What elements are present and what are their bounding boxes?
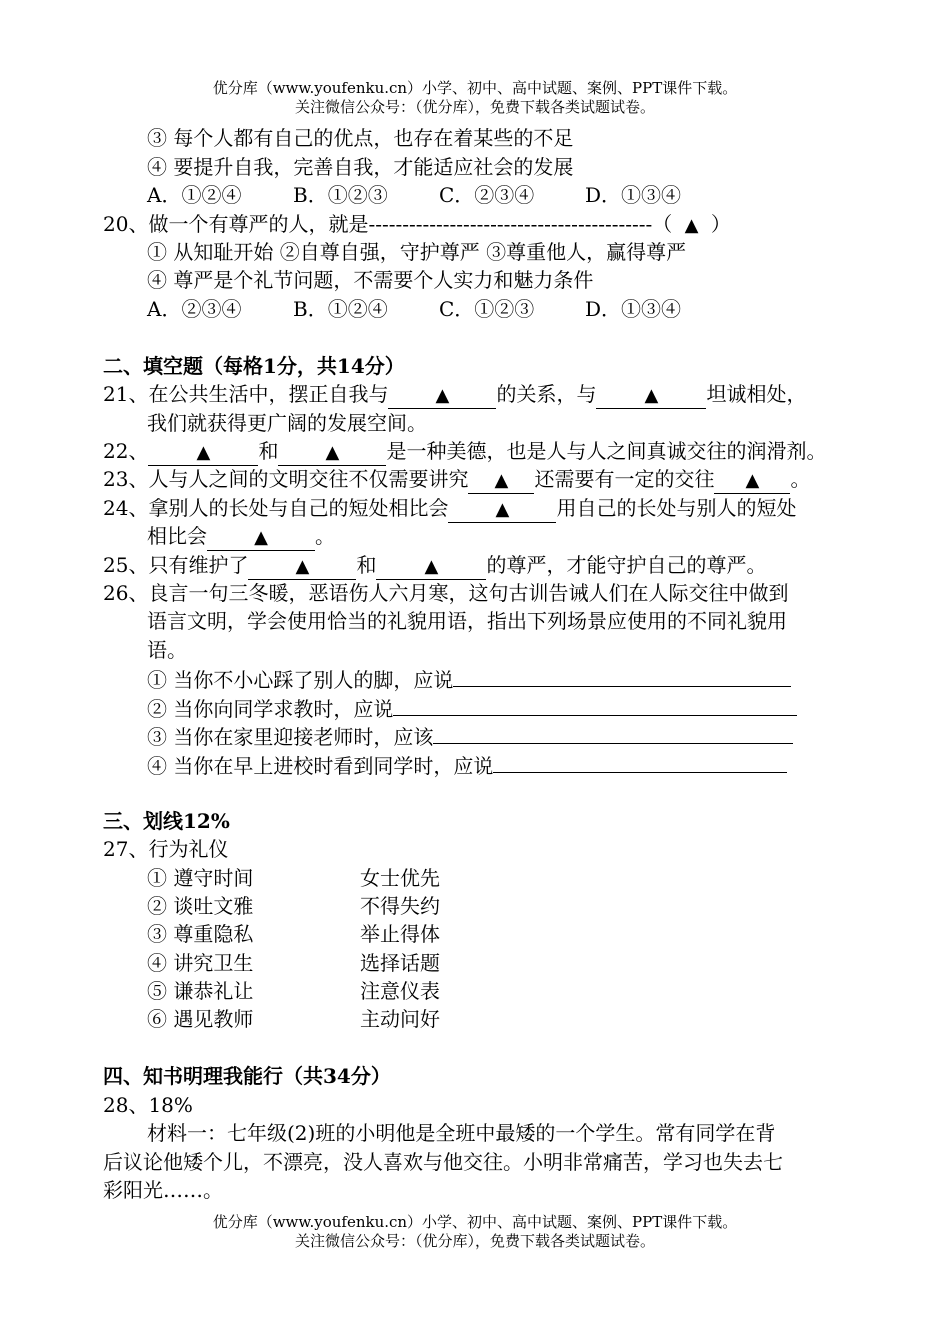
- answer-triangle-icon: ▲: [684, 215, 699, 236]
- q19-choice-d: D．①③④: [585, 183, 682, 207]
- q27-right-4: 选择话题: [360, 951, 440, 975]
- q27-right-3: 举止得体: [360, 922, 440, 946]
- q26-item-2: [147, 693, 797, 723]
- q26-item-3-text: ③ 当你在家里迎接老师时，应该: [147, 725, 434, 749]
- q27-row-4: [147, 949, 547, 977]
- q21-blank-1[interactable]: [388, 382, 496, 409]
- q27-right-6: 主动问好: [360, 1007, 440, 1031]
- q27-left-2: ② 谈吐文雅: [147, 894, 254, 918]
- q19-choice-c: C．②③④: [439, 183, 535, 207]
- q19-choice-a: A．①②④: [147, 183, 242, 207]
- footer-line-1: 优分库（www.youfenku.cn）小学、初中、高中试题、案例、PPT课件下载。: [212, 1213, 738, 1231]
- q27-row-2: [147, 892, 547, 920]
- q25-text-a: 25、只有维护了: [103, 553, 249, 577]
- q27-left-6: ⑥ 遇见教师: [147, 1007, 254, 1031]
- q24-text-b: 用自己的长处与别人的短处: [556, 496, 797, 520]
- answer-triangle-icon: ▲: [644, 385, 659, 406]
- q27-right-1: 女士优先: [360, 866, 440, 890]
- q26-line-1: 26、良言一句三冬暖，恶语伤人六月寒，这句古训告诫人们在人际交往中做到: [103, 581, 789, 605]
- q20-stem-text: 20、做一个有尊严的人，就是------------------------------------------（: [103, 212, 673, 236]
- q20-choice-c: C．①②③: [439, 297, 535, 321]
- q25-blank-2[interactable]: [376, 553, 486, 580]
- q20-choice-a: A．②③④: [147, 297, 242, 321]
- header-line-1: 优分库（www.youfenku.cn）小学、初中、高中试题、案例、PPT课件下载。: [212, 79, 738, 97]
- q27-left-4: ④ 讲究卫生: [147, 951, 254, 975]
- answer-triangle-icon: ▲: [494, 470, 509, 491]
- q24-line-1: [103, 494, 796, 523]
- q23-text-b: 还需要有一定的交往: [534, 467, 715, 491]
- q26-line-3: 语。: [147, 638, 187, 662]
- q21-text-c: 坦诚相处，: [706, 382, 807, 406]
- q22-blank-1[interactable]: [148, 439, 258, 466]
- answer-triangle-icon: ▲: [495, 499, 510, 520]
- q26-item-2-text: ② 当你向同学求教时，应说: [147, 697, 394, 721]
- q23-text-c: 。: [790, 467, 811, 491]
- answer-triangle-icon: ▲: [745, 470, 760, 491]
- q27-stem: 27、行为礼仪: [103, 837, 229, 861]
- q21-text-b: 的关系，与: [496, 382, 597, 406]
- q27-row-5: [147, 977, 547, 1005]
- q24-text-d: 。: [315, 524, 335, 548]
- q21-line-1: [103, 380, 806, 409]
- q20-choices: [147, 295, 681, 323]
- q23-line: [103, 465, 810, 494]
- q24-blank-2[interactable]: [207, 524, 315, 551]
- q26-answer-line-3[interactable]: [433, 721, 793, 744]
- q22-text-c: 是一种美德，也是人与人之间真诚交往的润滑剂。: [386, 439, 827, 463]
- q26-answer-line-4[interactable]: [493, 750, 787, 773]
- q19-choice-b: B．①②③: [293, 183, 388, 207]
- answer-triangle-icon: ▲: [254, 527, 268, 548]
- q25-blank-1[interactable]: [248, 553, 356, 580]
- q24-blank-1[interactable]: [448, 496, 556, 523]
- q26-item-3: [147, 721, 793, 751]
- section-3-title: 三、划线12%: [103, 809, 230, 833]
- q19-choices: [147, 181, 681, 209]
- q27-row-6: [147, 1005, 547, 1033]
- q20-line-1: ① 从知耻开始 ②自尊自强，守护尊严 ③尊重他人，赢得尊严: [147, 240, 687, 264]
- q22-blank-2[interactable]: [278, 439, 386, 466]
- answer-triangle-icon: ▲: [295, 556, 310, 577]
- q24-line-2: [147, 522, 335, 551]
- q27-right-5: 注意仪表: [360, 979, 440, 1003]
- q22-line: [103, 437, 826, 466]
- q27-left-1: ① 遵守时间: [147, 866, 254, 890]
- q20-choice-d: D．①③④: [585, 297, 682, 321]
- footer-line-2: 关注微信公众号：（优分库），免费下载各类试题试卷。: [294, 1232, 655, 1250]
- q22-text-b: 和: [258, 439, 279, 463]
- q19-option-3: ③ 每个人都有自己的优点，也存在着某些的不足: [147, 126, 574, 150]
- q21-line-2: 我们就获得更广阔的发展空间。: [147, 411, 427, 435]
- answer-triangle-icon: ▲: [325, 442, 340, 463]
- q20-stem: [103, 210, 731, 240]
- q27-right-2: 不得失约: [360, 894, 440, 918]
- q27-row-3: [147, 920, 547, 948]
- q26-item-1: [147, 664, 791, 694]
- q21-text-a: 21、在公共生活中，摆正自我与: [103, 382, 389, 406]
- q24-text-a: 24、拿别人的长处与自己的短处相比会: [103, 496, 449, 520]
- q27-row-1: [147, 864, 547, 892]
- answer-triangle-icon: ▲: [435, 385, 450, 406]
- q20-choice-b: B．①②④: [293, 297, 388, 321]
- q22-text-a: 22、: [103, 439, 149, 463]
- answer-triangle-icon: ▲: [424, 556, 439, 577]
- q20-stem-close: ）: [710, 212, 731, 236]
- q26-item-1-text: ① 当你不小心踩了别人的脚，应说: [147, 668, 454, 692]
- page-header: [0, 79, 950, 117]
- q21-blank-2[interactable]: [596, 382, 706, 409]
- page-footer: [0, 1213, 950, 1251]
- q25-line: [103, 551, 766, 580]
- q26-answer-line-2[interactable]: [393, 693, 797, 716]
- q26-item-4: [147, 750, 787, 780]
- q26-line-2: 语言文明，学会使用恰当的礼貌用语，指出下列场景应使用的不同礼貌用: [147, 609, 787, 633]
- q27-left-5: ⑤ 谦恭礼让: [147, 979, 254, 1003]
- material-1-line-3: 彩阳光……。: [103, 1178, 223, 1202]
- material-1-line-2: 后议论他矮个儿，不漂亮，没人喜欢与他交往。小明非常痛苦，学习也失去七: [103, 1150, 783, 1174]
- q27-left-3: ③ 尊重隐私: [147, 922, 254, 946]
- q26-item-4-text: ④ 当你在早上进校时看到同学时，应说: [147, 754, 494, 778]
- section-4-title: 四、知书明理我能行（共34分）: [103, 1064, 391, 1088]
- section-2-title: 二、填空题（每格1分，共14分）: [103, 354, 405, 378]
- q23-blank-1[interactable]: [468, 467, 534, 494]
- header-line-2: 关注微信公众号：（优分库），免费下载各类试题试卷。: [294, 98, 655, 116]
- q20-line-2: ④ 尊严是个礼节问题，不需要个人实力和魅力条件: [147, 268, 594, 292]
- material-1-line-1: 材料一：七年级(2)班的小明他是全班中最矮的一个学生。常有同学在背: [147, 1121, 776, 1145]
- q25-text-c: 的尊严，才能守护自己的尊严。: [486, 553, 767, 577]
- answer-triangle-icon: ▲: [196, 442, 211, 463]
- q23-blank-2[interactable]: [714, 467, 790, 494]
- q23-text-a: 23、人与人之间的文明交往不仅需要讲究: [103, 467, 469, 491]
- q26-answer-line-1[interactable]: [453, 664, 791, 687]
- q28-stem: 28、18%: [103, 1093, 193, 1117]
- q19-option-4: ④ 要提升自我，完善自我，才能适应社会的发展: [147, 155, 574, 179]
- q25-text-b: 和: [356, 553, 377, 577]
- q24-text-c: 相比会: [147, 524, 207, 548]
